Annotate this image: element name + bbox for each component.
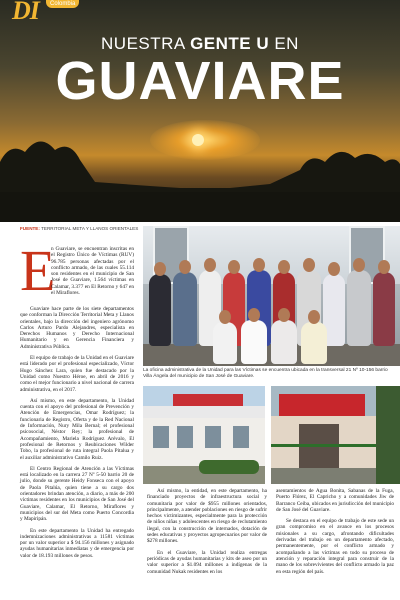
- article-paragraph-1: n Guaviare, se encuentran inscritas en el Registro Único de Víctimas (RUV) 96.785 personas afectadas por el conflicto armado, de las cuales 55.114 son residentes en el municipio de San José de Guaviare, 1.564 víctimas en Calamar, 3.377 en El Retorno y 647 en el Miraflores.: [51, 246, 134, 297]
- article-paragraph-5: El Centro Regional de Atención a las Víctimas está localizado en la carrera 27 Nº 5-50 barrio 20 de julio, donde su gerente Heidy Fonseca con el apoyo de Paola Pitalúa, quien tiene a su cargo dos orientadores brindan atención, a diario, a más de 200 víctimas residentes en los municipios de San José del Guaviare, Calamar, El Retorno, Miraflores y municipios del sur del Meta como Puerto Concordia y Mapiripán.: [20, 465, 134, 523]
- magazine-logo: DI: [12, 0, 39, 25]
- pretitle-part-b: GENTE U: [190, 34, 270, 53]
- drop-cap: E: [20, 238, 56, 303]
- hero-banner: [0, 0, 400, 222]
- pretitle-part-a: NUESTRA: [101, 34, 191, 53]
- building-photo-left: [143, 386, 265, 484]
- article-column-2: [147, 488, 267, 580]
- article-paragraph-10: Se destaca en el equipo de trabajo de este sede un gran compromiso en el avance en los procesos misionales a su cargo, afrontando dificultades derivadas del trabajo en un departamento afectado, permanentemente, por el conflicto armado y acompañando a las víctimas en todo su proceso de atención y reparación integral para construir de la mano de los sobrevivientes del conflicto armado la paz en esta región del país.: [276, 518, 394, 575]
- article-paragraph-8: En el Guaviare, la Unidad realiza entregas periódicas de ayudas humanitarias y kits de aseo por un valor superior a $1.094 millones a indígenas de la comunidad Nukak residentes en los: [147, 549, 267, 575]
- logo-badge: Colombia: [46, 0, 79, 8]
- article-paragraph-3: El equipo de trabajo de la Unidad en el Guaviare está liderado por el profesional especializado, Víctor Hugo Sánchez Lara, quien fue destacado por la Unidad como Nuestro Héroe, en abril de 2016 y como el mejor funcionario a nivel nacional de carrera administrativa, en el 2017.: [20, 355, 134, 393]
- photo-caption: La oficina administrativa de la Unidad para las Víctimas se encuentra ubicada en la transversal 21 Nº 10-156 barrio Villa Ángela del municipio de San José de Guaviare.: [143, 368, 388, 379]
- article-paragraph-2: Guaviare hace parte de los siete departamentos que conforman la Dirección Territorial Meta y Llanos orientales, bajo la dirección del ingeniero agrónomo Carlos Arturo Pardo Alejandres, especialista en Derechos Humanos y Derecho Internacional Humanitario y en Gerencia Financiera y Administrativa Pública.: [20, 306, 134, 350]
- article-paragraph-7: Así mismo, la entidad, en este departamento, ha financiado proyectos de infraestructura social y comunitaria por valor de $955 millones orientados, principalmente, a atender poblaciones en riesgo de sufrir hechos victimizantes, especialmente para la protección de niños niñas y adolescentes en riesgo de reclutamiento ilegal, con la construcción de internados, dotación de sedes educativas y proyectos agropecuarios por valor de $278 millones.: [147, 488, 268, 545]
- source-line: [20, 226, 138, 231]
- article-column-1: [20, 306, 134, 564]
- article-paragraph-6: En este departamento la Unidad ha entregado indemnizaciones administrativas a 11581 víctimas por un valor superior a $ 94.156 millones y asignado ayudas humanitarias inmediatas y de emergencia por valor de 18.193 millones de pesos.: [20, 527, 134, 559]
- team-photo: [143, 226, 400, 366]
- building-photo-right: [271, 386, 400, 484]
- pretitle-part-c: EN: [269, 34, 299, 53]
- source-value: TERRITORIAL META Y LLANOS ORIENTALES: [41, 226, 139, 231]
- tree-silhouette: [0, 122, 400, 222]
- page-title: GUAVIARE: [55, 51, 345, 111]
- source-label: FUENTE:: [20, 226, 40, 231]
- article-paragraph-4: Así mismo, en este departamento, la Unidad cuenta con el apoyo del profesional de Prevención y Atención de Emergencias, Omar Rodríguez; la funcionaria de Registro, Oferta y de la Red Nacional de Información, Nury Mila Bernal; el profesional psicosocial, Néstor Rey; la profesional de Acompañamiento, Mariela Rodríguez Arévalo, El profesional de Retornos y Reubicaciones Wilder Tobo, la profesional de ruta integral Paola Pitalua y el auxiliar administrativo Camilo Ruiz.: [20, 397, 134, 461]
- article-paragraph-9: asentamientos de Agua Bonita, Sabanas de la Fuga, Puerto Flórez, El Capricho y a comunidades Jiw de Barranco Ceiba, ubicados en jurisdicción del municipio de San José del Guaviare.: [276, 488, 394, 513]
- article-column-3: [276, 488, 394, 580]
